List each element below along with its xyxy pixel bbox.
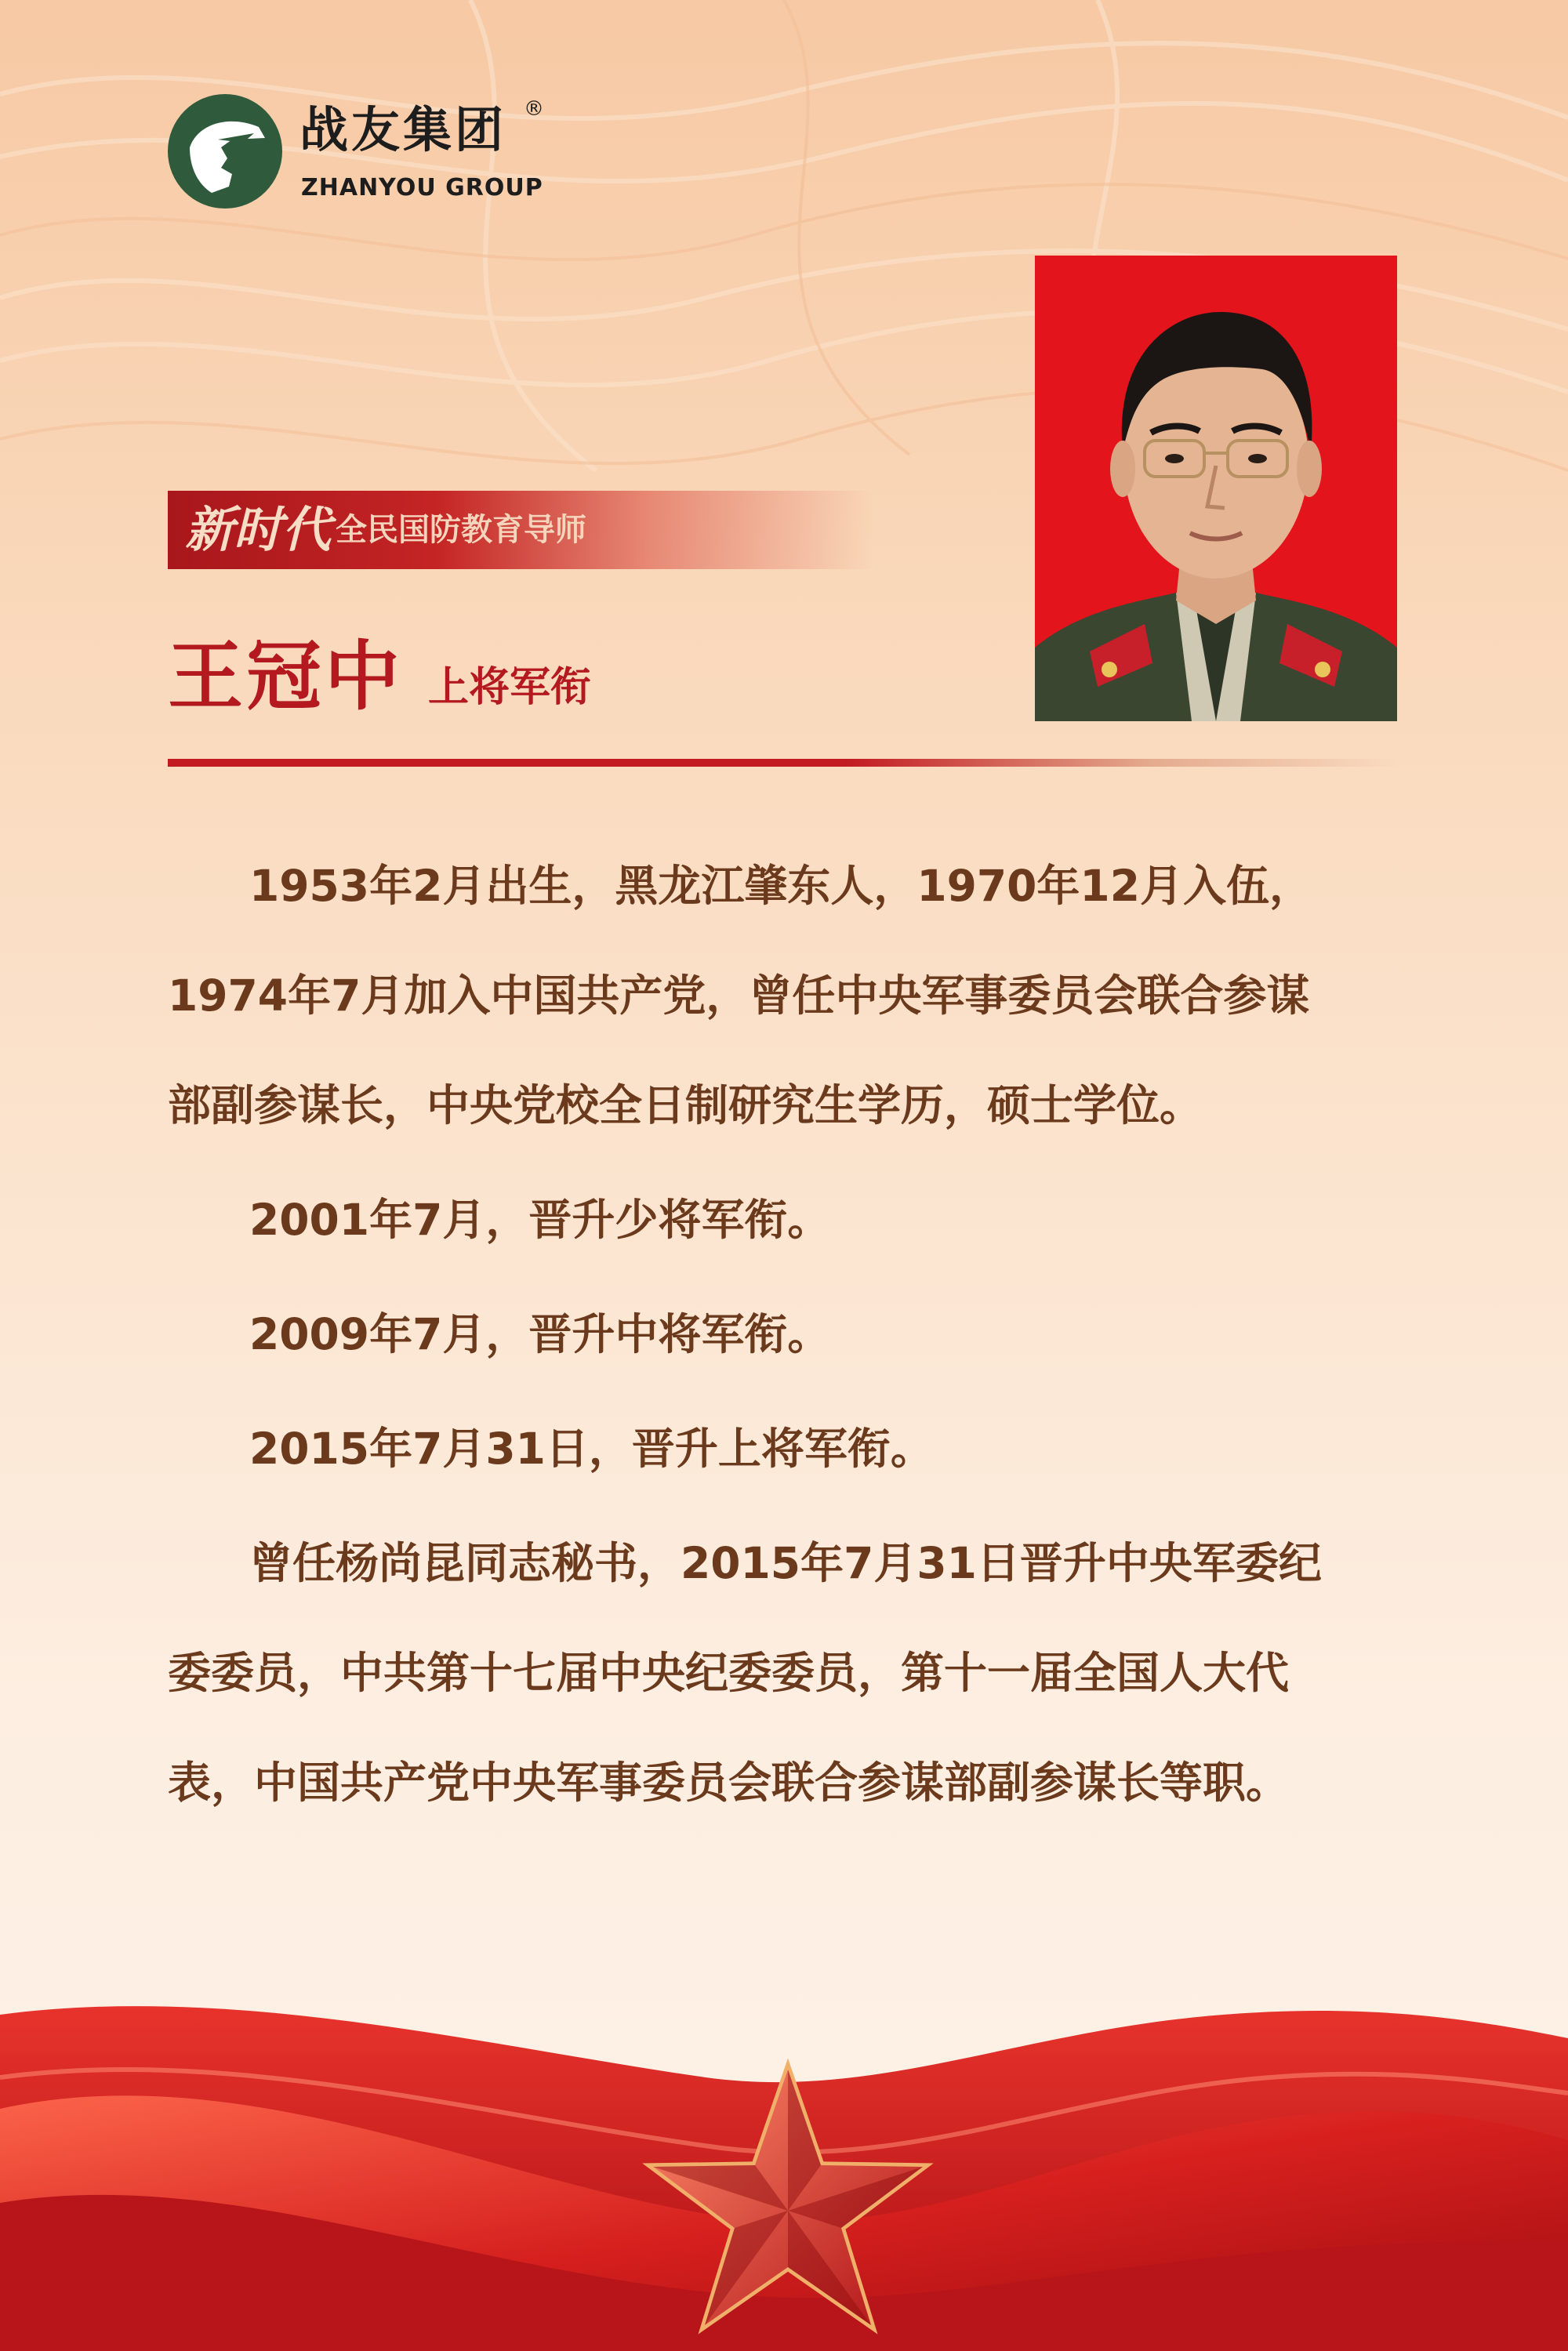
title-divider — [168, 759, 1399, 767]
ribbon-subtitle: 全民国防教育导师 — [336, 511, 586, 548]
bottom-red-silk — [0, 1983, 1568, 2351]
bio-line: 1953年2月出生，黑龙江肇东人，1970年12月入伍， — [249, 861, 1312, 911]
person-name: 王冠中 — [168, 632, 403, 720]
bio-line: 2009年7月，晋升中将军衔。 — [249, 1309, 831, 1359]
biography — [168, 831, 1399, 1838]
portrait-illustration — [1035, 256, 1397, 721]
brand-name-en: ZHANYOU GROUP — [301, 174, 543, 201]
bio-line: 1974年7月加入中国共产党，曾任中央军事委员会联合参谋 — [168, 971, 1310, 1021]
person-rank: 上将军衔 — [428, 663, 592, 711]
bio-line: 表，中国共产党中央军事委员会联合参谋部副参谋长等职。 — [168, 1758, 1290, 1808]
bio-line: 2015年7月31日，晋升上将军衔。 — [249, 1424, 934, 1474]
soldier-silhouette-logo-icon — [166, 93, 284, 210]
title-ribbon — [168, 491, 873, 569]
registered-mark: ® — [524, 97, 544, 121]
ribbon-script-text: 新时代 — [185, 501, 332, 558]
bio-line: 部副参谋长，中央党校全日制研究生学历，硕士学位。 — [168, 1080, 1203, 1130]
portrait-photo — [1035, 256, 1397, 721]
bio-line: 委委员，中共第十七届中央纪委委员，第十一届全国人大代 — [168, 1648, 1290, 1698]
bio-line: 2001年7月，晋升少将军衔。 — [249, 1195, 831, 1245]
brand-logo — [166, 93, 574, 218]
brand-name-cn: 战友集团 — [299, 101, 507, 158]
bio-line: 曾任杨尚昆同志秘书，2015年7月31日晋升中央军委纪 — [249, 1538, 1322, 1588]
